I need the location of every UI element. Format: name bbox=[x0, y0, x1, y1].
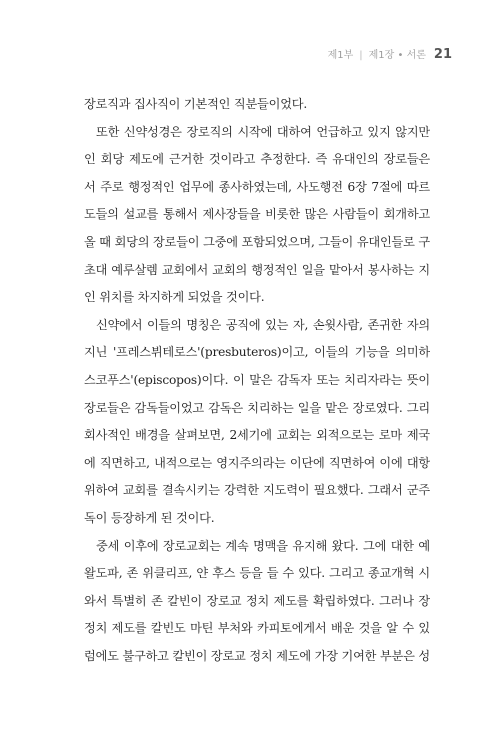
text-line: 회사적인 배경을 살펴보면, 2세기에 교회는 외적으로는 로마 제국 bbox=[84, 428, 430, 443]
text-line: 정치 제도를 칼빈도 마틴 부처와 카피토에게서 배운 것을 알 수 있 bbox=[84, 621, 430, 636]
body-text bbox=[84, 91, 430, 670]
paragraph bbox=[84, 119, 430, 312]
text-line: 럼에도 불구하고 칼빈이 장로교 정치 제도에 가장 기여한 부분은 성 bbox=[84, 648, 430, 663]
header-part: 제1부 bbox=[327, 50, 354, 61]
page-number: 21 bbox=[433, 47, 452, 62]
paragraph bbox=[84, 91, 430, 119]
text-line: 독이 등장하게 된 것이다. bbox=[84, 510, 215, 525]
text-line: 장로직과 집사직이 기본적인 직분들이었다. bbox=[84, 97, 308, 111]
paragraph bbox=[84, 533, 430, 671]
text-line: 와서 특별히 존 칼빈이 장로교 정치 제도를 확립하였다. 그러나 장 bbox=[84, 593, 430, 608]
text-line: 서 주로 행정적인 업무에 종사하였는데, 사도행전 6장 7절에 따르 bbox=[84, 179, 430, 194]
text-line: 지닌 '프레스뷔테로스'(presbuteros)이고, 이들의 기능을 의미하 bbox=[84, 345, 430, 360]
text-line: 장로들은 감독들이었고 감독은 치리하는 일을 맡은 장로였다. 그리 bbox=[84, 400, 430, 415]
text-line: 인 회당 제도에 근거한 것이라고 추정한다. 즉 유대인의 장로들은 bbox=[84, 152, 430, 167]
text-line: 신약에서 이들의 명칭은 공직에 있는 자, 손윗사람, 존귀한 자의 bbox=[96, 317, 430, 332]
text-line: 에 직면하고, 내적으로는 영지주의라는 이단에 직면하여 이에 대항 bbox=[84, 455, 430, 470]
header-chapter: 제1장 • 서론 bbox=[368, 50, 426, 61]
text-line: 인 위치를 차지하게 되었을 것이다. bbox=[84, 290, 265, 305]
text-line: 왈도파, 존 위클리프, 얀 후스 등을 들 수 있다. 그리고 종교개혁 시 bbox=[84, 566, 430, 581]
header-separator: | bbox=[359, 50, 363, 61]
paragraph bbox=[84, 312, 430, 533]
text-line: 또한 신약성경은 장로직의 시작에 대하여 언급하고 있지 않지만 bbox=[96, 124, 430, 139]
text-line: 스코푸스'(episcopos)이다. 이 말은 감독자 또는 치리자라는 뜻이 bbox=[84, 372, 430, 387]
text-line: 초대 예루살렘 교회에서 교회의 행정적인 일을 맡아서 봉사하는 지 bbox=[84, 262, 430, 277]
text-line: 도들의 설교를 통해서 제사장들을 비롯한 많은 사람들이 회개하고 bbox=[84, 207, 430, 222]
running-header bbox=[328, 46, 452, 62]
text-line: 올 때 회당의 장로들이 그중에 포함되었으며, 그들이 유대인들로 구 bbox=[84, 234, 430, 249]
text-line: 위하여 교회를 결속시키는 강력한 지도력이 필요했다. 그래서 군주 bbox=[84, 483, 430, 498]
text-line: 중세 이후에 장로교회는 계속 명맥을 유지해 왔다. 그에 대한 예 bbox=[96, 538, 430, 553]
